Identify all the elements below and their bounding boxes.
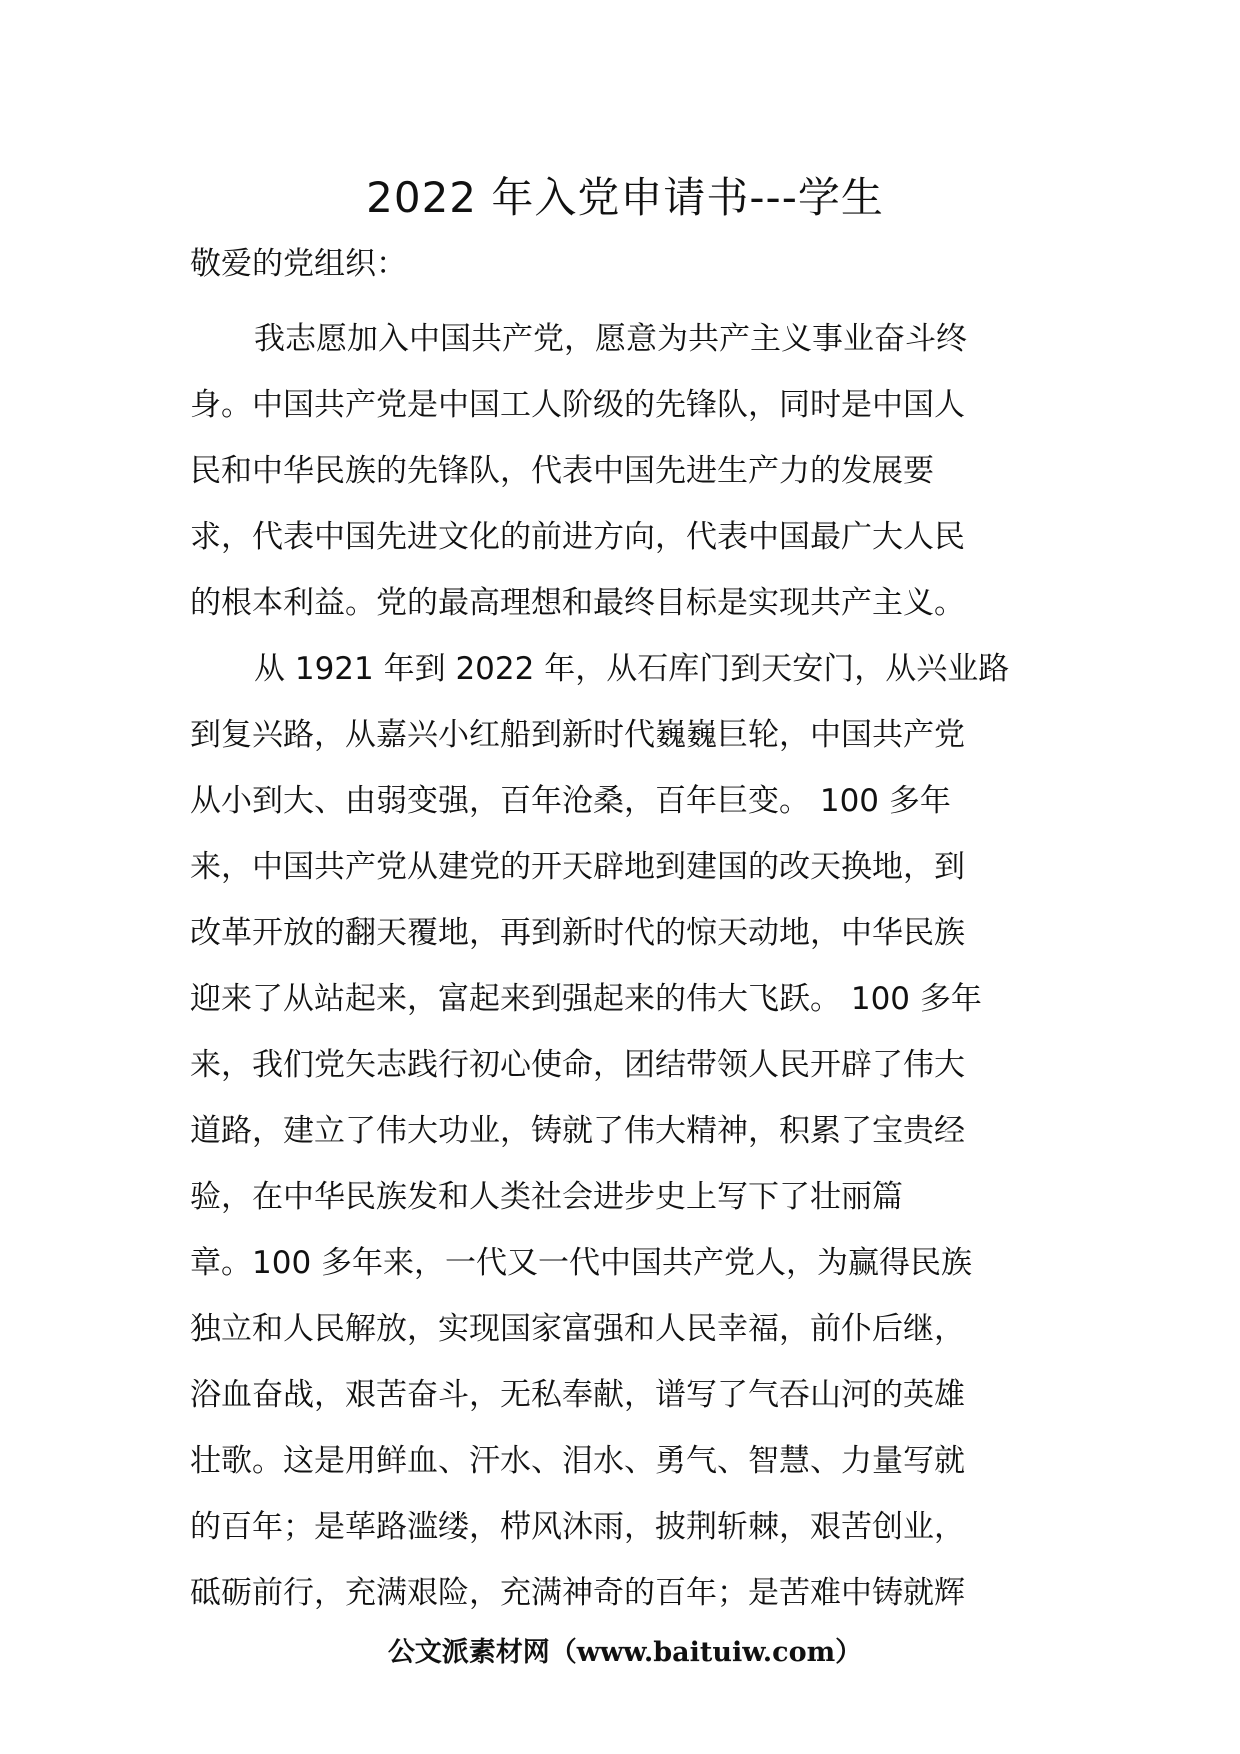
paragraph-line: 独立和人民解放，实现国家富强和人民幸福，前仆后继， [190, 1311, 965, 1347]
paragraph-line: 迎来了从站起来，富起来到强起来的伟大飞跃。 100 多年 [190, 981, 982, 1017]
paragraph-line: 从 1921 年到 2022 年，从石库门到天安门，从兴业路 [254, 651, 1010, 687]
paragraph-line: 民和中华民族的先锋队，代表中国先进生产力的发展要 [190, 453, 934, 489]
paragraph-line: 章。100 多年来，一代又一代中国共产党人，为赢得民族 [190, 1245, 973, 1281]
paragraph-line: 壮歌。这是用鲜血、汗水、泪水、勇气、智慧、力量写就 [190, 1443, 965, 1479]
paragraph-line: 来，中国共产党从建党的开天辟地到建国的改天换地，到 [190, 849, 965, 885]
body-text [190, 306, 1060, 1626]
paragraph-line: 的根本利益。党的最高理想和最终目标是实现共产主义。 [190, 585, 965, 621]
paragraph-line: 我志愿加入中国共产党，愿意为共产主义事业奋斗终 [254, 321, 967, 357]
paragraph-line: 验，在中华民族发和人类社会进步史上写下了壮丽篇 [190, 1179, 903, 1215]
paragraph-line: 来，我们党矢志践行初心使命，团结带领人民开辟了伟大 [190, 1047, 965, 1083]
paragraph-line: 改革开放的翻天覆地，再到新时代的惊天动地，中华民族 [190, 915, 965, 951]
paragraph-line: 道路，建立了伟大功业，铸就了伟大精神，积累了宝贵经 [190, 1113, 965, 1149]
page-footer-watermark: 公文派素材网（www.baituiw.com） [387, 1637, 863, 1668]
document-title: 2022 年入党申请书---学生 [366, 173, 884, 222]
paragraph-line: 浴血奋战，艰苦奋斗，无私奉献，谱写了气吞山河的英雄 [190, 1377, 965, 1413]
salutation: 敬爱的党组织： [190, 246, 407, 282]
paragraph-line: 从小到大、由弱变强，百年沧桑，百年巨变。 100 多年 [190, 783, 951, 819]
paragraph-line: 的百年；是荜路滥缕，栉风沐雨，披荆斩棘，艰苦创业， [190, 1509, 965, 1545]
paragraph-line: 到复兴路，从嘉兴小红船到新时代巍巍巨轮，中国共产党 [190, 717, 965, 753]
paragraph-line: 身。中国共产党是中国工人阶级的先锋队，同时是中国人 [190, 387, 965, 423]
paragraph-line: 求，代表中国先进文化的前进方向，代表中国最广大人民 [190, 519, 965, 555]
paragraph-line: 砥砺前行，充满艰险，充满神奇的百年；是苦难中铸就辉 [190, 1575, 965, 1611]
